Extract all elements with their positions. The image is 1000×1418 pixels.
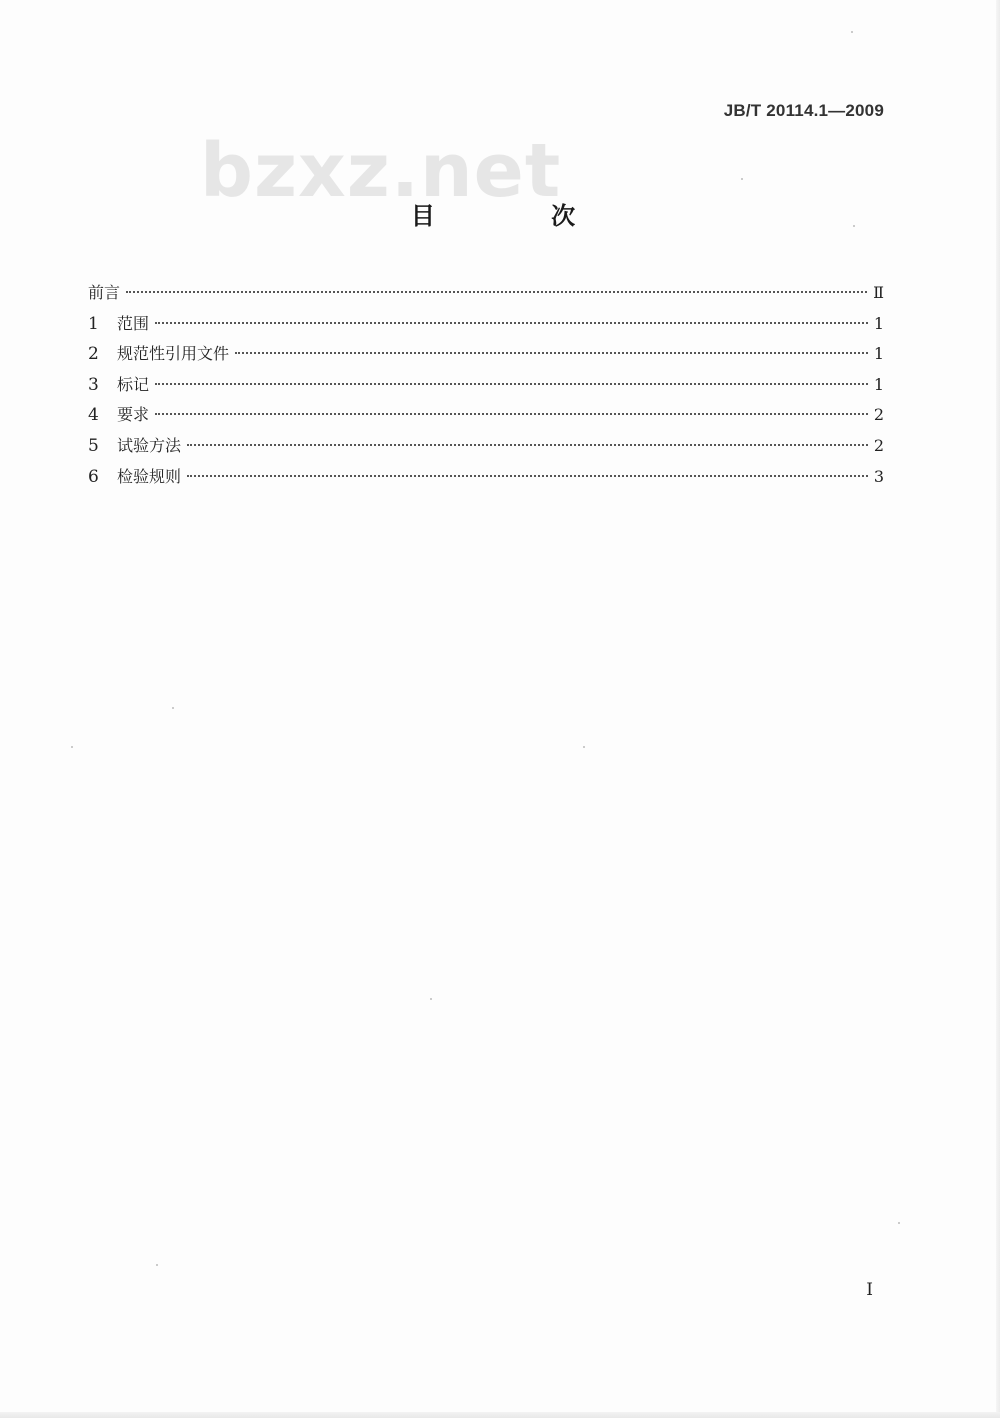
scan-speck xyxy=(71,746,73,748)
scan-speck xyxy=(156,1264,158,1266)
page-edge-shadow xyxy=(996,0,1000,1418)
toc-entry-label: 试验方法 xyxy=(117,435,182,455)
toc-leader-dots xyxy=(126,291,867,293)
toc-entry-normative-references[interactable] xyxy=(88,341,884,372)
toc-leader-dots xyxy=(155,413,868,415)
toc-entry-requirements[interactable] xyxy=(88,402,884,433)
toc-entry-inspection-rules[interactable] xyxy=(88,464,884,495)
toc-entry-number: 2 xyxy=(88,344,99,365)
toc-leader-dots xyxy=(187,444,868,446)
scan-speck xyxy=(853,225,855,227)
table-of-contents xyxy=(88,280,884,494)
toc-leader-dots xyxy=(187,475,868,477)
toc-entry-number: 1 xyxy=(88,313,99,334)
toc-entry-number: 6 xyxy=(88,466,99,487)
watermark: bzxz.net xyxy=(200,128,562,214)
toc-entry-number: 3 xyxy=(88,374,99,395)
page-title: 目 次 xyxy=(410,202,630,230)
scan-speck xyxy=(172,707,174,709)
toc-entry-label: 范围 xyxy=(117,313,150,333)
toc-entry-number: 5 xyxy=(88,435,99,456)
scan-speck xyxy=(741,178,743,180)
toc-entry-preface[interactable] xyxy=(88,280,884,311)
toc-entry-label: 前言 xyxy=(88,283,121,302)
toc-entry-page: 3 xyxy=(873,466,884,486)
scan-speck xyxy=(583,746,585,748)
toc-entry-page: Ⅱ xyxy=(873,283,884,302)
toc-entry-label: 规范性引用文件 xyxy=(117,344,230,364)
page-edge-shadow xyxy=(0,1412,1000,1418)
scan-speck xyxy=(898,1222,900,1224)
toc-entry-test-methods[interactable] xyxy=(88,433,884,464)
toc-entry-page: 1 xyxy=(873,313,884,333)
toc-entry-page: 1 xyxy=(873,344,884,364)
toc-entry-page: 2 xyxy=(873,405,884,425)
toc-leader-dots xyxy=(155,322,868,324)
toc-entry-label: 标记 xyxy=(117,374,150,394)
page-number: I xyxy=(866,1280,873,1300)
scan-speck xyxy=(851,31,853,33)
toc-entry-page: 2 xyxy=(873,435,884,455)
toc-entry-scope[interactable] xyxy=(88,311,884,342)
scan-speck xyxy=(430,998,432,1000)
toc-leader-dots xyxy=(155,383,868,385)
toc-entry-marking[interactable] xyxy=(88,372,884,403)
toc-entry-label: 要求 xyxy=(117,405,150,425)
toc-leader-dots xyxy=(235,352,868,354)
document-code: JB/T 20114.1—2009 xyxy=(723,101,884,120)
toc-entry-number: 4 xyxy=(88,405,99,426)
toc-entry-label: 检验规则 xyxy=(117,466,182,486)
toc-entry-page: 1 xyxy=(873,374,884,394)
